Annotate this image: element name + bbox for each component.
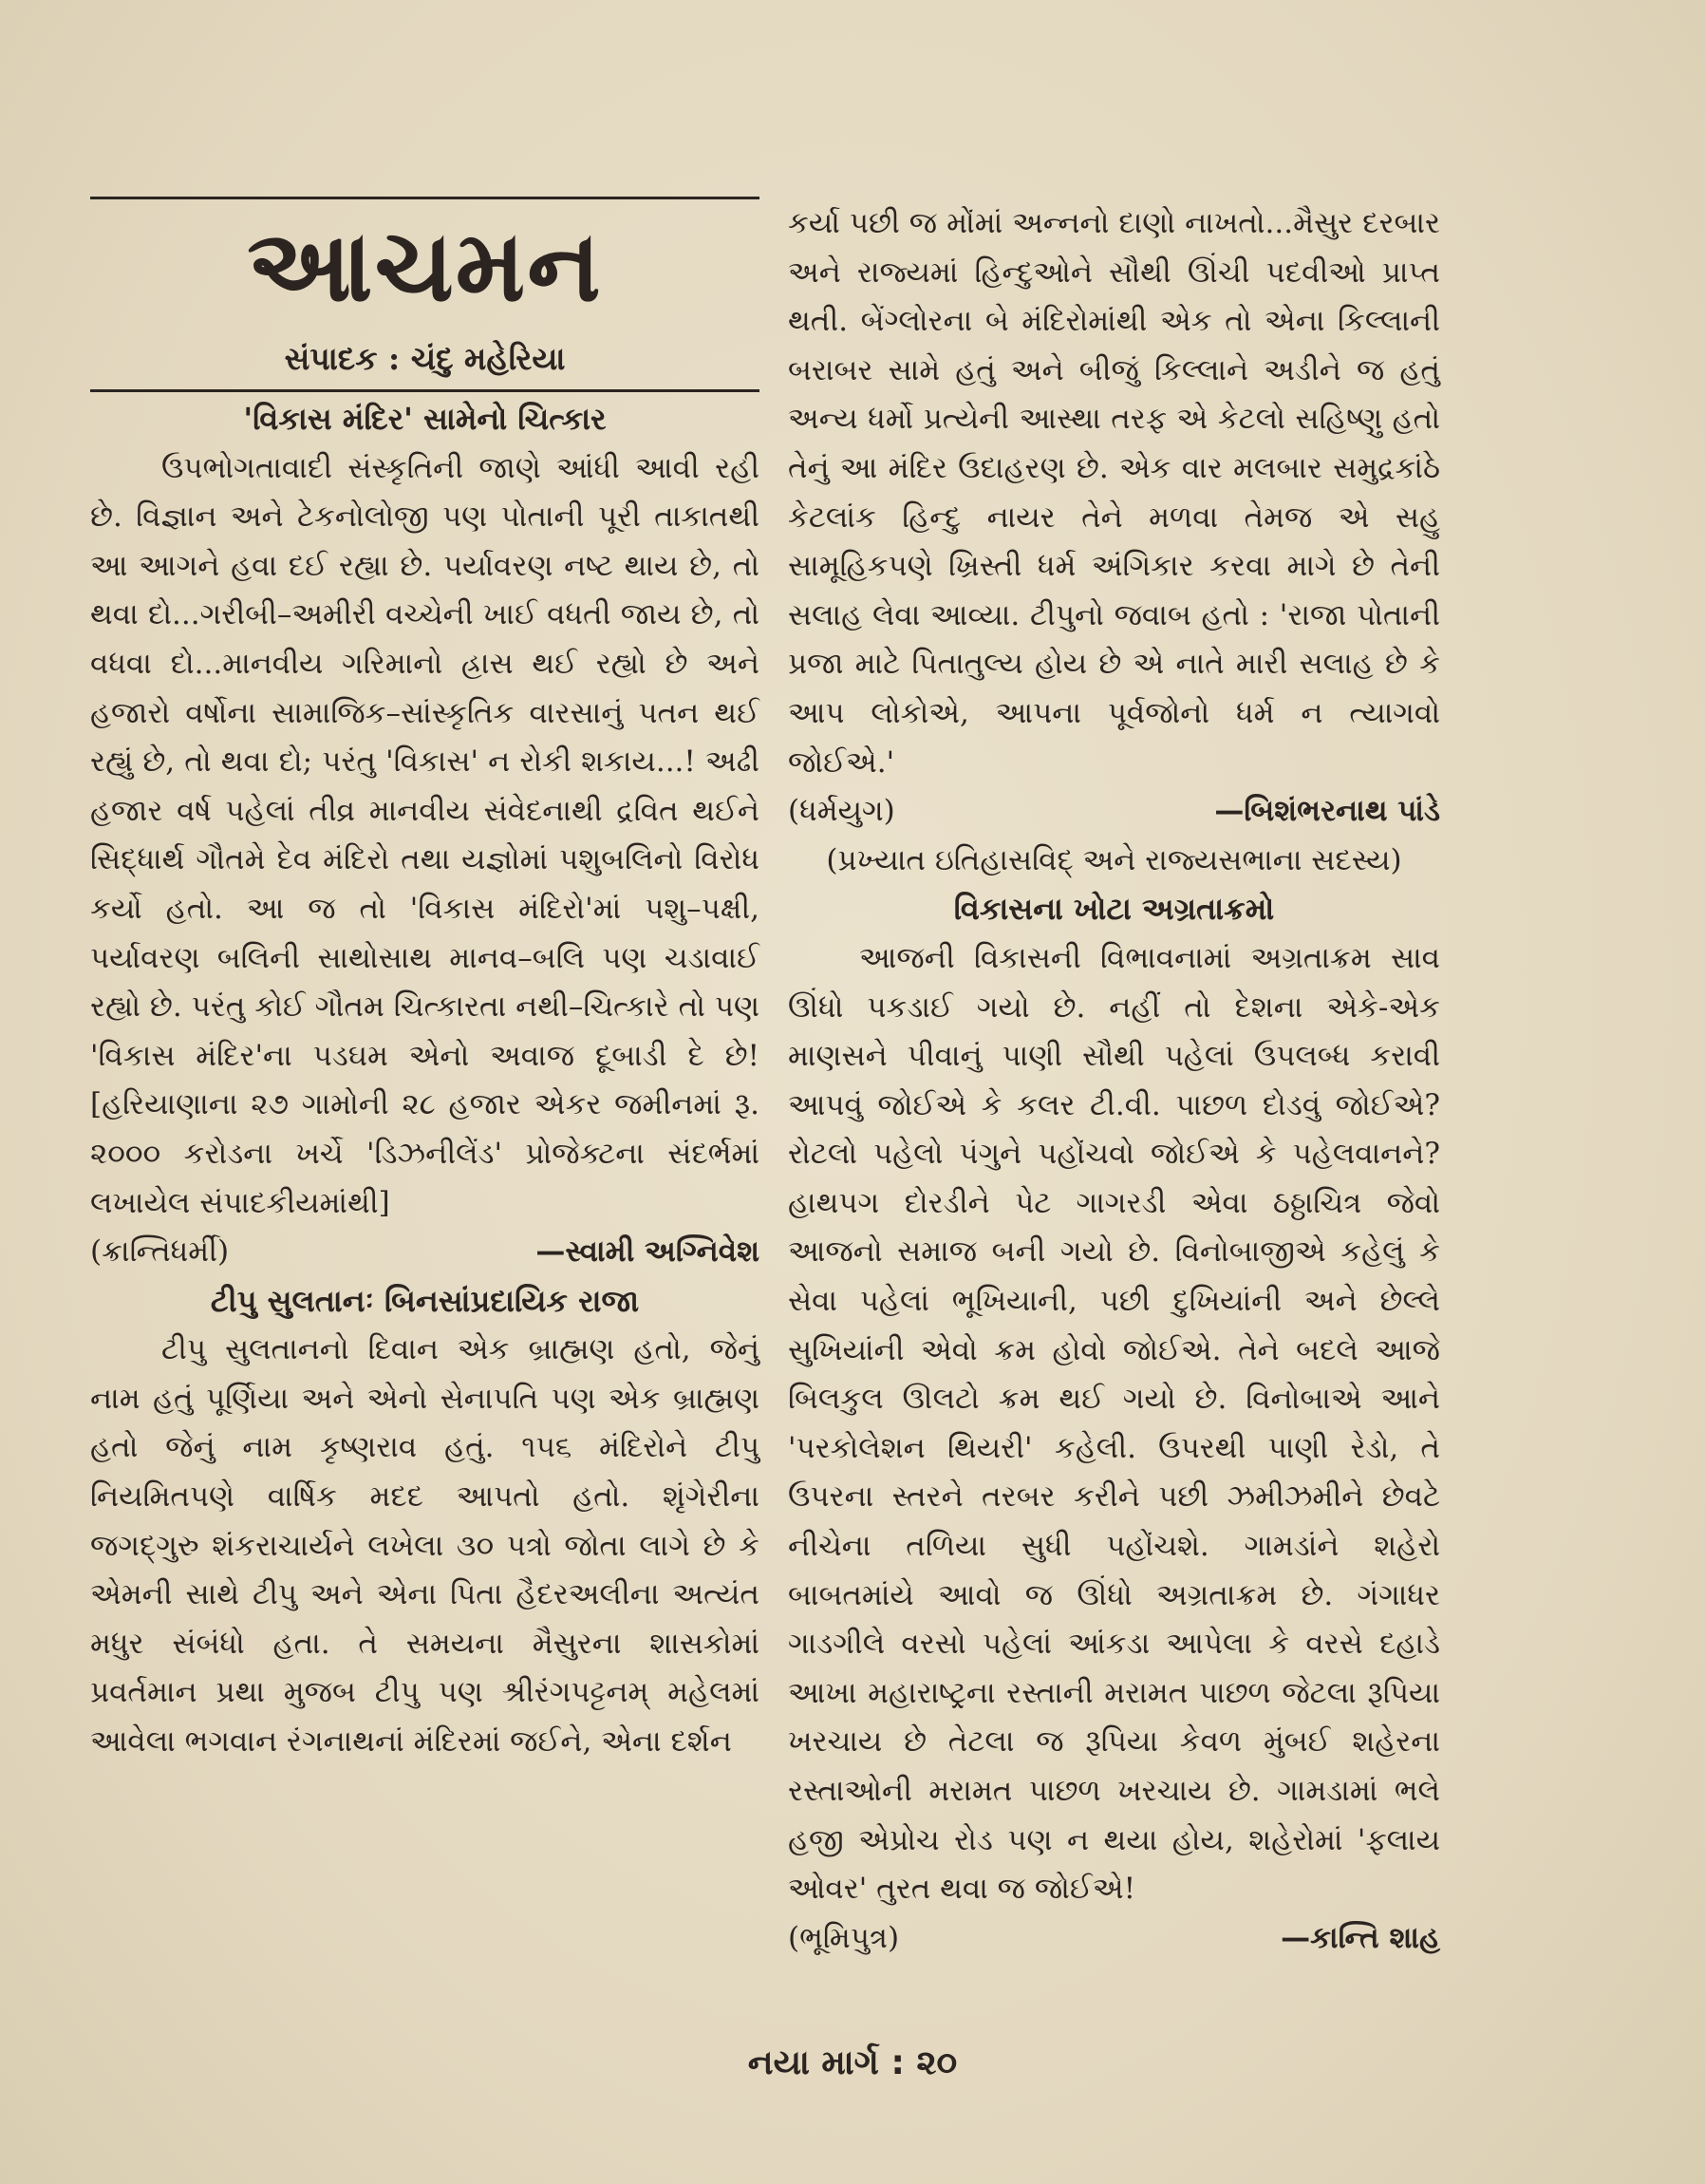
- article-body-continued: કર્યા પછી જ મોંમાં અન્નનો દાણો નાખતો...મૈસુર દરબાર અને રાજ્યમાં હિન્દુઓને સૌથી ઊંચી પદવીઓ પ્રાપ્ત થતી. બેંગ્લોરના બે મંદિરોમાંથી એક તો એના કિલ્લાની બરાબર સામે હતું અને બીજું કિલ્લાને અડીને જ હતું અન્ય ધર્મો પ્રત્યેની આસ્થા તરફ એ કેટલો સહિષ્ણુ હતો તેનું આ મંદિર ઉદાહરણ છે. એક વાર મલબાર સમુદ્રકાંઠે કેટલાંક હિન્દુ નાયર તેને મળવા તેમજ એ સહુ સામૂહિકપણે ખ્રિસ્તી ધર્મ અંગિકાર કરવા માગે છે તેની સલાહ લેવા આવ્યા. ટીપુનો જવાબ હતો : 'રાજા પોતાની પ્રજા માટે પિતાતુલ્ય હોય છે એ નાતે મારી સલાહ છે કે આપ લોકોએ, આપના પૂર્વજોનો ધર્મ ન ત્યાગવો જોઈએ.': [788, 206, 1440, 780]
- article-heading: ટીપુ સુલતાનઃ બિનસાંપ્રદાયિક રાજા: [210, 1282, 640, 1319]
- article-body: ઉપભોગતાવાદી સંસ્કૃતિની જાણે આંધી આવી રહી છે. વિજ્ઞાન અને ટેકનોલોજી પણ પોતાની પૂરી તાકાતથી આ આગને હવા દઈ રહ્યા છે. પર્યાવરણ નષ્ટ થાય છે, તો થવા દો...ગરીબી–અમીરી વચ્ચેની ખાઈ વધતી જાય છે, તો વધવા દો...માનવીય ગરિમાનો હ્રાસ થઈ રહ્યો છે અને હજારો વર્ષોના સામાજિક–સાંસ્કૃતિક વારસાનું પતન થઈ રહ્યું છે, તો થવા દો; પરંતુ 'વિકાસ' ન રોકી શકાય...! અઢી હજાર વર્ષ પહેલાં તીવ્ર માનવીય સંવેદનાથી દ્રવિત થઈને સિદ્ધાર્થ ગૌતમે દેવ મંદિરો તથા યજ્ઞોમાં પશુબલિનો વિરોધ કર્યો હતો. આ જ તો 'વિકાસ મંદિરો'માં પશુ–પક્ષી, પર્યાવરણ બલિની સાથોસાથ માનવ–બલિ પણ ચડાવાઈ રહ્યો છે. પરંતુ કોઈ ગૌતમ ચિત્કારતા નથી–ચિત્કારે તો પણ 'વિકાસ મંદિર'ના પડઘમ એનો અવાજ દૂબાડી દે છે! [હરિયાણાના ૨૭ ગામોની ૨૮ હજાર એકર જમીનમાં રૂ. ૨૦૦૦ કરોડના ખર્ચે 'ડિઝનીલેંડ' પ્રોજેક્ટના સંદર્ભમાં લખાયેલ સંપાદકીયમાંથી]: [90, 450, 759, 1220]
- column-masthead: આચમન: [247, 208, 603, 324]
- page-footer: નયા માર્ગ : ૨૦: [747, 2043, 958, 2082]
- article-credit: [90, 1228, 759, 1277]
- article-source: (ધર્મયુગ): [788, 794, 895, 829]
- article-credit: [788, 787, 1440, 837]
- article-author: —સ્વામી અગ્નિવેશ: [535, 1234, 759, 1270]
- editor-credit: સંપાદક : ચંદુ મહેરિયા: [284, 340, 566, 377]
- article-author: —બિશંભરનાથ પાંડે: [1214, 794, 1440, 829]
- article-credit: [788, 1914, 1440, 1964]
- article-body: ટીપુ સુલતાનનો દિવાન એક બ્રાહ્મણ હતો, જેનું નામ હતું પૂર્ણિયા અને એનો સેનાપતિ પણ એક બ્રાહ્મણ હતો જેનું નામ કૃષ્ણરાવ હતું. ૧૫૬ મંદિરોને ટીપુ નિયમિતપણે વાર્ષિક મદદ આપતો હતો. શૃંગેરીના જગદ્ગુરુ શંકરાચાર્યને લખેલા ૩૦ પત્રો જોતા લાગે છે કે એમની સાથે ટીપુ અને એના પિતા હૈદરઅલીના અત્યંત મધુર સંબંધો હતા. તે સમયના મૈસુરના શાસકોમાં પ્રવર્તમાન પ્રથા મુજબ ટીપુ પણ શ્રીરંગપટ્ટનમ્ મહેલમાં આવેલા ભગવાન રંગનાથનાં મંદિરમાં જઈને, એના દર્શન: [90, 1332, 759, 1760]
- right-column: [788, 199, 1440, 1963]
- article-heading: 'વિકાસ મંદિર' સામેનો ચિત્કાર: [243, 401, 607, 437]
- article-heading: વિકાસના ખોટા અગ્રતાક્રમો: [953, 891, 1275, 928]
- article-body: આજની વિકાસની વિભાવનામાં અગ્રતાક્રમ સાવ ઊંધો પકડાઈ ગયો છે. નહીં તો દેશના એકે-એક માણસને પીવાનું પાણી સૌથી પહેલાં ઉપલબ્ધ કરાવી આપવું જોઈએ કે કલર ટી.વી. પાછળ દોડવું જોઈએ? રોટલો પહેલો પંગુને પહોંચવો જોઈએ કે પહેલવાનને? હાથપગ દોરડીને પેટ ગાગરડી એવા ઠઠ્ઠાચિત્ર જેવો આજનો સમાજ બની ગયો છે. વિનોબાજીએ કહેલું કે સેવા પહેલાં ભૂખિયાની, પછી દુખિયાંની અને છેલ્લે સુખિયાંની એવો ક્રમ હોવો જોઈએ. તેને બદલે આજે બિલકુલ ઊલટો ક્રમ થઈ ગયો છે. વિનોબાએ આને 'પરકોલેશન થિયરી' કહેલી. ઉપરથી પાણી રેડો, તે ઉપરના સ્તરને તરબર કરીને પછી ઝમીઝમીને છેવટે નીચેના તળિયા સુધી પહોંચશે. ગામડાંને શહેરો બાબતમાંયે આવો જ ઊંધો અગ્રતાક્રમ છે. ગંગાધર ગાડગીલે વરસો પહેલાં આંકડા આપેલા કે વરસે દહાડે આખા મહારાષ્ટ્રના રસ્તાની મરામત પાછળ જેટલા રૂપિયા ખરચાય છે તેટલા જ રૂપિયા કેવળ મુંબઈ શહેરના રસ્તાઓની મરામત પાછળ ખરચાય છે. ગામડામાં ભલે હજી એપ્રોચ રોડ પણ ન થયા હોય, શહેરોમાં 'ફલાય ઓવર' તુરત થવા જ જોઈએ!: [788, 940, 1440, 1907]
- article-author: —કાન્તિ શાહ: [1281, 1920, 1440, 1955]
- masthead-rule: [90, 389, 759, 392]
- article-source: (ભૂમિપુત્ર): [788, 1920, 900, 1955]
- article-source: (ક્રાન્તિધર્મી): [90, 1234, 230, 1270]
- left-column: [90, 395, 759, 1767]
- author-designation: (પ્રખ્યાત ઇતિહાસવિદ્ અને રાજ્યસભાના સદસ્ય): [826, 842, 1402, 877]
